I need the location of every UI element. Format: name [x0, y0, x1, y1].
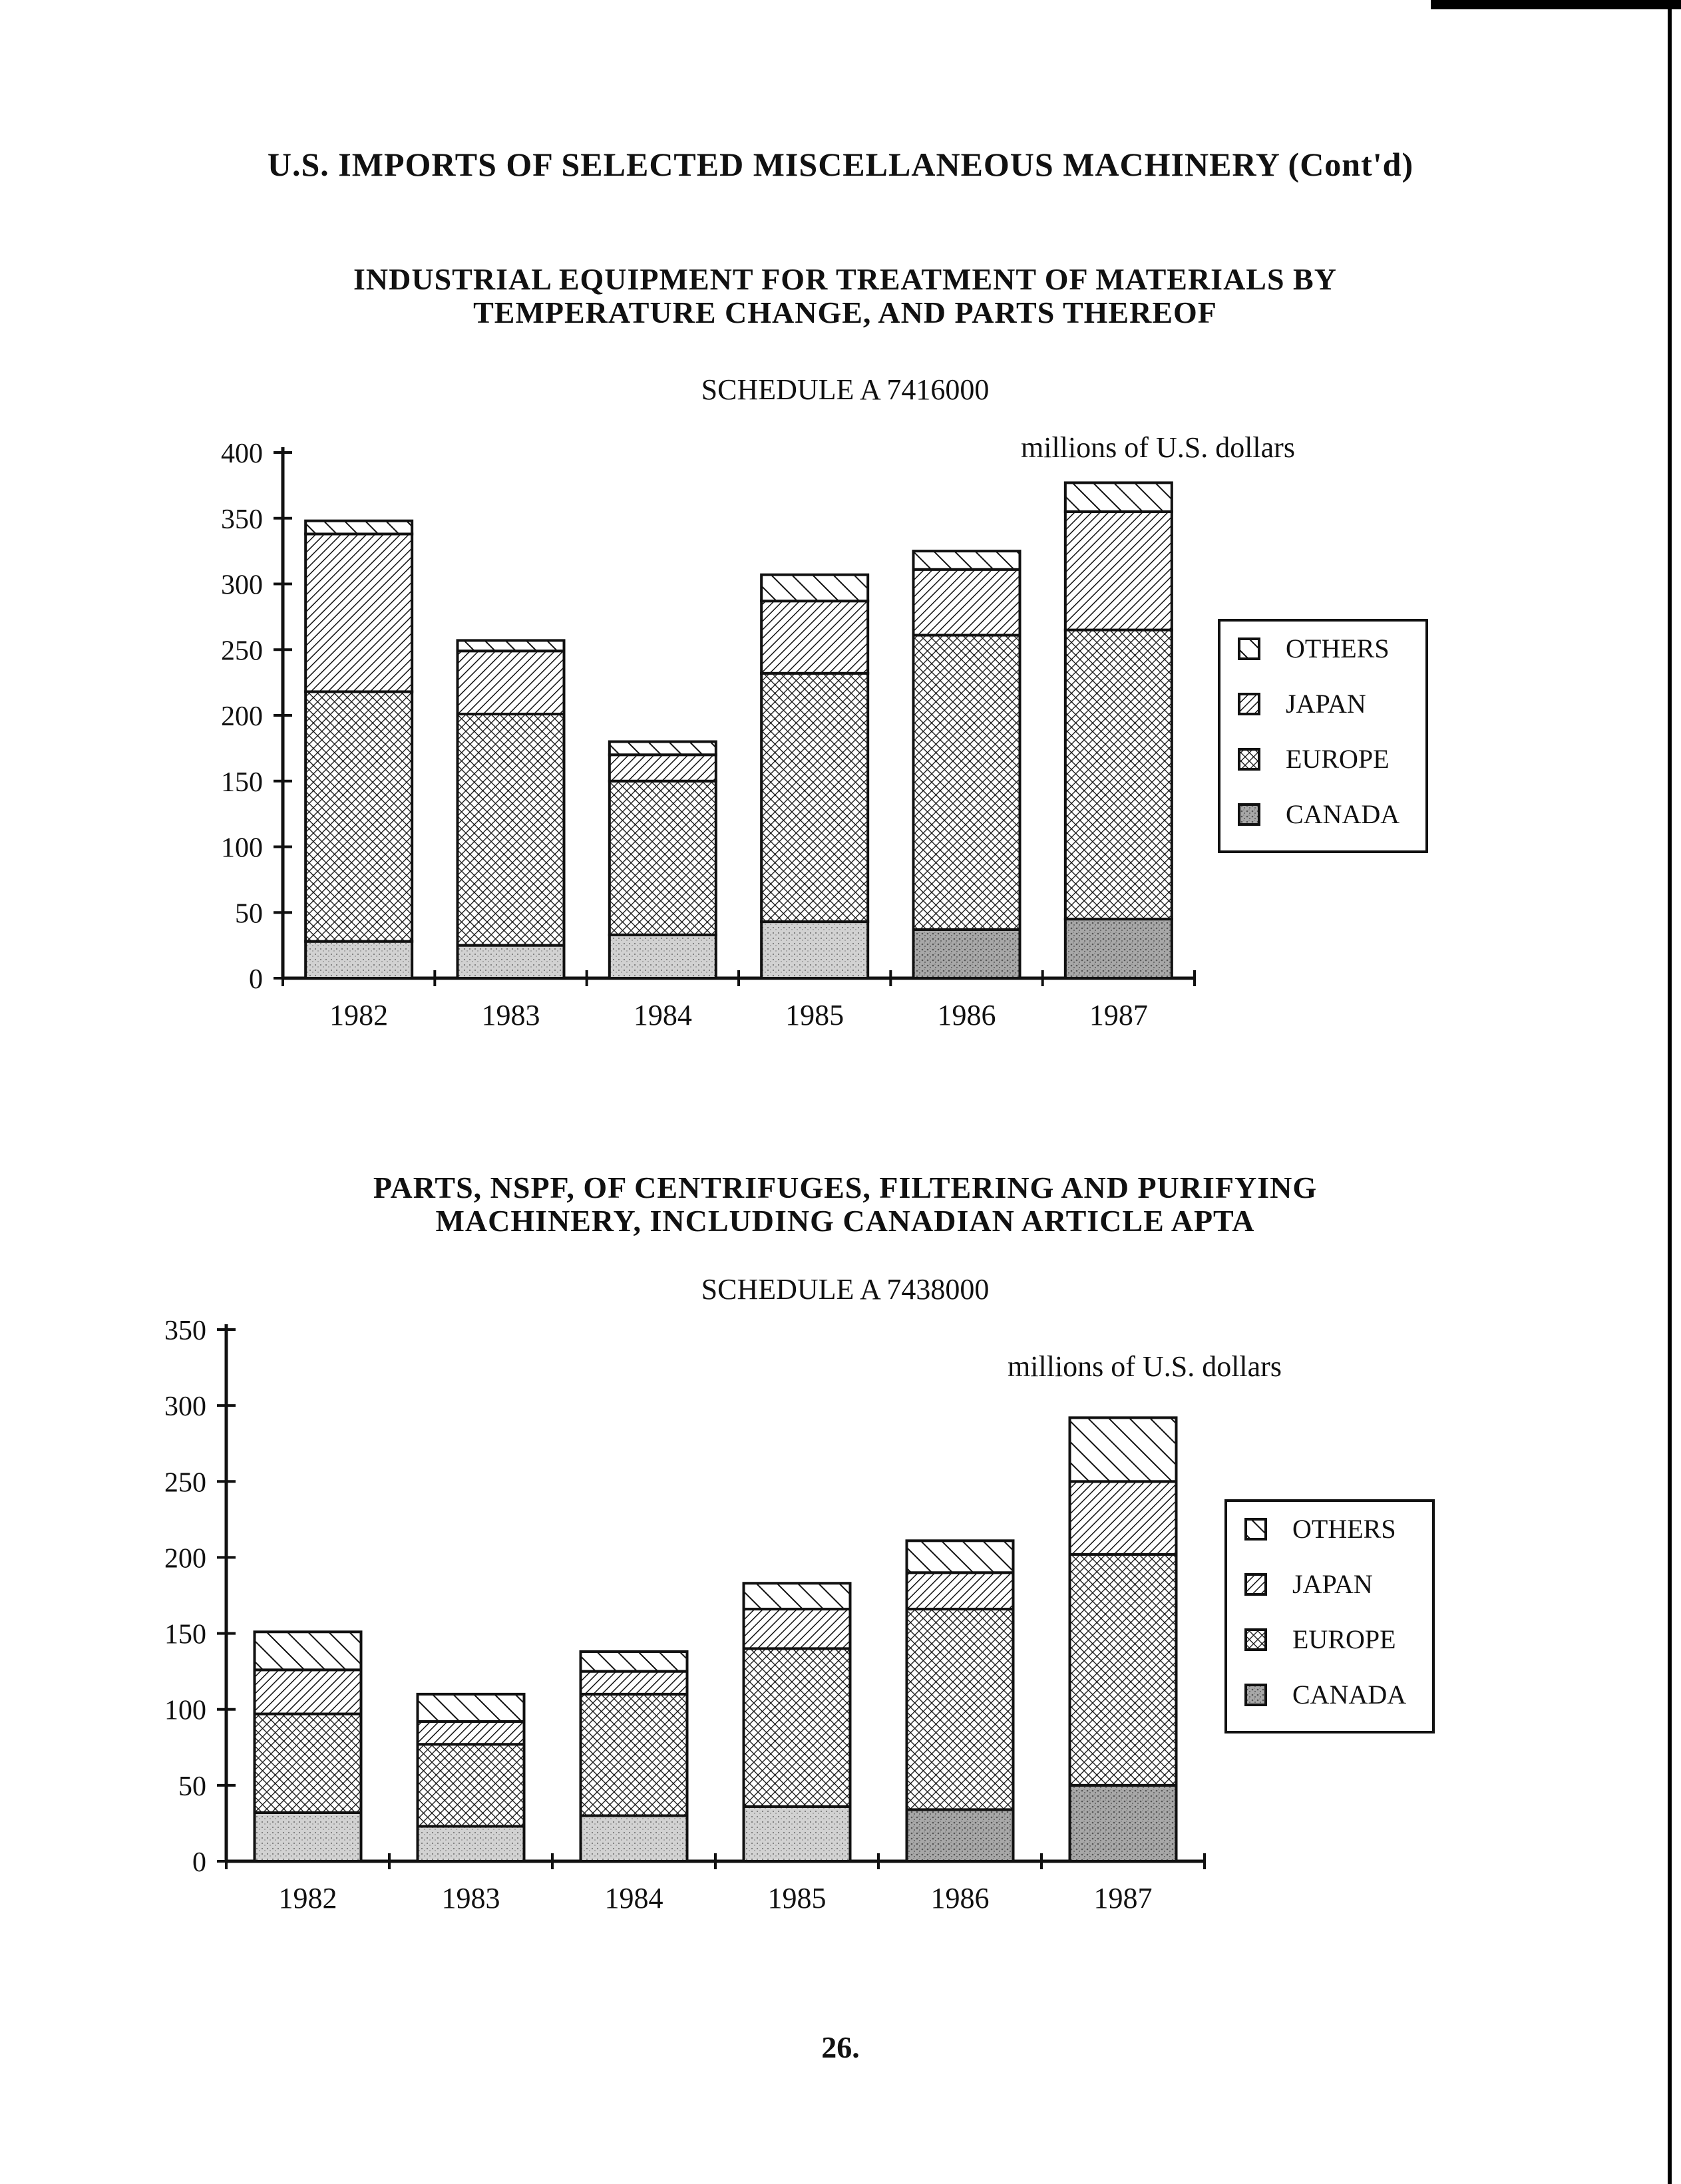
- chart2-schedule: SCHEDULE A 7438000: [701, 1273, 990, 1306]
- x-tick-label: 1986: [937, 999, 996, 1031]
- legend-label-canada: CANADA: [1286, 799, 1400, 829]
- bar-europe-1984: [581, 1694, 687, 1816]
- y-tick-label: 350: [221, 504, 263, 535]
- y-tick-label: 50: [235, 898, 263, 930]
- legend-label-others: OTHERS: [1292, 1514, 1396, 1544]
- y-tick-label: 250: [221, 636, 263, 667]
- bar-canada-1982: [305, 942, 412, 978]
- x-tick-label: 1987: [1093, 1882, 1153, 1914]
- legend-label-europe: EUROPE: [1292, 1624, 1396, 1654]
- page-number: 26.: [821, 2030, 860, 2064]
- y-tick-label: 50: [178, 1771, 206, 1802]
- bar-others-1983: [458, 640, 564, 651]
- bar-japan-1986: [907, 1572, 1014, 1609]
- unit-note: millions of U.S. dollars: [1021, 431, 1295, 464]
- y-tick-label: 100: [221, 832, 263, 864]
- bar-others-1985: [761, 575, 868, 602]
- bar-canada-1987: [1070, 1785, 1177, 1861]
- bar-japan-1987: [1070, 1481, 1177, 1554]
- bar-japan-1985: [761, 601, 868, 673]
- bar-canada-1983: [458, 946, 564, 978]
- legend-label-canada: CANADA: [1292, 1680, 1407, 1710]
- legend-label-europe: EUROPE: [1286, 744, 1390, 774]
- x-tick-label: 1982: [329, 999, 389, 1031]
- legend-swatch-others: [1246, 1519, 1266, 1539]
- bar-europe-1987: [1065, 630, 1172, 920]
- bar-canada-1986: [914, 930, 1020, 978]
- legend-swatch-others: [1239, 639, 1259, 659]
- bar-japan-1984: [610, 755, 716, 781]
- bar-europe-1986: [907, 1609, 1014, 1809]
- y-tick-label: 350: [164, 1316, 206, 1346]
- bar-canada-1982: [255, 1813, 361, 1861]
- bar-canada-1983: [418, 1826, 524, 1861]
- y-tick-label: 0: [192, 1847, 206, 1878]
- x-tick-label: 1984: [604, 1882, 663, 1914]
- y-tick-label: 250: [164, 1467, 206, 1499]
- chart2-title-line2: MACHINERY, INCLUDING CANADIAN ARTICLE APTA: [435, 1204, 1255, 1238]
- bar-others-1982: [305, 521, 412, 534]
- bar-japan-1983: [458, 651, 564, 714]
- y-tick-label: 150: [164, 1619, 206, 1650]
- legend-label-others: OTHERS: [1286, 634, 1390, 663]
- bar-canada-1987: [1065, 919, 1172, 978]
- bar-canada-1986: [907, 1809, 1014, 1861]
- bar-europe-1987: [1070, 1554, 1177, 1785]
- y-tick-label: 300: [164, 1391, 206, 1423]
- bar-europe-1986: [914, 636, 1020, 930]
- legend-label-japan: JAPAN: [1292, 1569, 1373, 1599]
- chart1-stacked-bar-chart: [0, 426, 1681, 1065]
- bar-japan-1985: [744, 1609, 850, 1648]
- bar-europe-1985: [744, 1648, 850, 1806]
- legend-label-japan: JAPAN: [1286, 689, 1366, 719]
- y-tick-label: 200: [164, 1543, 206, 1574]
- bar-others-1982: [255, 1632, 361, 1670]
- unit-note: millions of U.S. dollars: [1008, 1350, 1282, 1383]
- legend-swatch-japan: [1239, 694, 1259, 714]
- bar-others-1986: [907, 1541, 1014, 1572]
- chart2-title-line1: PARTS, NSPF, OF CENTRIFUGES, FILTERING AND PURIFYING: [373, 1171, 1318, 1204]
- page-title: U.S. IMPORTS OF SELECTED MISCELLANEOUS MACHINERY (Cont'd): [267, 146, 1414, 183]
- bar-europe-1984: [610, 781, 716, 935]
- bar-japan-1987: [1065, 512, 1172, 630]
- bar-canada-1985: [761, 922, 868, 978]
- x-tick-label: 1987: [1089, 999, 1148, 1031]
- y-tick-label: 400: [221, 439, 263, 469]
- legend-swatch-canada: [1239, 805, 1259, 824]
- chart1-title-line1: INDUSTRIAL EQUIPMENT FOR TREATMENT OF MATERIALS BY: [353, 262, 1337, 296]
- x-tick-label: 1986: [930, 1882, 990, 1914]
- legend-swatch-europe: [1239, 749, 1259, 769]
- bar-japan-1983: [418, 1722, 524, 1744]
- chart1-title: [186, 263, 1504, 329]
- legend-swatch-canada: [1246, 1685, 1266, 1705]
- chart2-stacked-bar-chart: [0, 1304, 1681, 1943]
- bar-europe-1985: [761, 673, 868, 922]
- bar-others-1983: [418, 1694, 524, 1722]
- bar-europe-1983: [418, 1744, 524, 1826]
- x-tick-label: 1983: [481, 999, 540, 1031]
- bar-others-1987: [1065, 482, 1172, 511]
- chart2-title: [186, 1171, 1504, 1238]
- bar-others-1985: [744, 1583, 850, 1609]
- bar-others-1987: [1070, 1417, 1177, 1481]
- bar-europe-1982: [305, 691, 412, 941]
- bar-canada-1984: [610, 935, 716, 978]
- chart1-schedule: SCHEDULE A 7416000: [701, 373, 990, 406]
- y-tick-label: 200: [221, 701, 263, 732]
- bar-europe-1983: [458, 714, 564, 946]
- x-tick-label: 1982: [278, 1882, 337, 1914]
- bar-others-1984: [581, 1652, 687, 1672]
- bar-canada-1985: [744, 1807, 850, 1861]
- bar-europe-1982: [255, 1714, 361, 1813]
- y-tick-label: 150: [221, 767, 263, 798]
- legend-swatch-europe: [1246, 1630, 1266, 1650]
- chart1-title-line2: TEMPERATURE CHANGE, AND PARTS THEREOF: [473, 295, 1217, 329]
- bar-japan-1982: [305, 534, 412, 691]
- bar-others-1984: [610, 742, 716, 755]
- bar-others-1986: [914, 551, 1020, 570]
- page-top-rule: [1431, 0, 1681, 9]
- bar-canada-1984: [581, 1816, 687, 1861]
- y-tick-label: 0: [249, 964, 263, 995]
- x-tick-label: 1984: [633, 999, 692, 1031]
- bar-japan-1986: [914, 570, 1020, 636]
- x-tick-label: 1983: [441, 1882, 500, 1914]
- bar-japan-1982: [255, 1670, 361, 1714]
- y-tick-label: 100: [164, 1695, 206, 1726]
- legend-swatch-japan: [1246, 1574, 1266, 1594]
- x-tick-label: 1985: [767, 1882, 827, 1914]
- bar-japan-1984: [581, 1672, 687, 1694]
- x-tick-label: 1985: [785, 999, 844, 1031]
- y-tick-label: 300: [221, 570, 263, 601]
